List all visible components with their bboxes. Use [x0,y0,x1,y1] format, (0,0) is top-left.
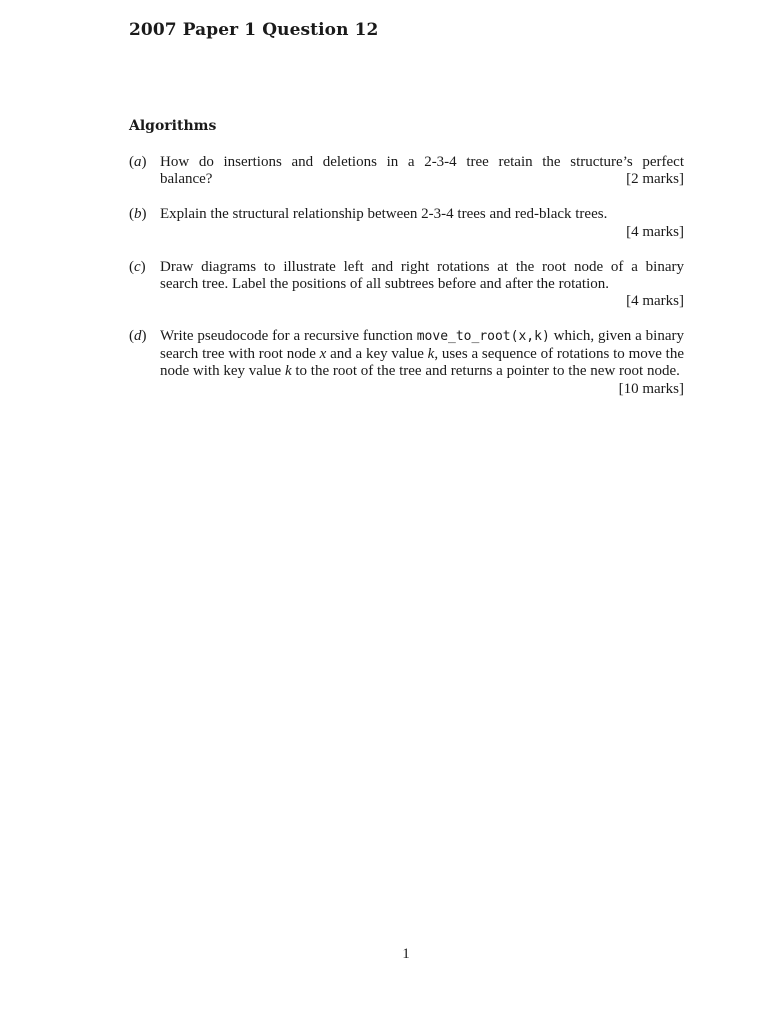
question-c-label: (c) [129,258,146,275]
question-d [129,328,684,398]
function-name-code: move_to_root(x,k) [416,329,550,345]
question-a-marks: [2 marks] [626,171,684,188]
page-number: 1 [402,946,410,962]
question-a-last-line [160,171,684,188]
section-title: Algorithms [129,118,217,134]
question-d-label: (d) [129,328,147,345]
var-k: k [427,345,435,362]
var-k-second: k [284,363,292,380]
question-a-label: (a) [129,154,147,170]
question-b-marks: [4 marks] [626,223,684,240]
question-list [129,154,684,415]
paper-title: 2007 Paper 1 Question 12 [129,20,379,40]
question-b-label: (b) [129,206,147,223]
question-b [129,206,684,241]
question-a-text-line2: balance? [160,171,213,188]
question-d-text: Write pseudocode for a recursive function move_to_root(x,k) which, given a binary search tree with root node x and a key value k, uses a sequence of rotations to move the node with key value k to the root of the tree and returns a pointer to the new root node. [10 marks] [160,328,685,397]
question-d-marks: [10 marks] [618,380,684,397]
question-c-text-line2: search tree. Label the positions of all subtrees before and after the rotation. [160,276,609,293]
question-c-text-line1: Draw diagrams to illustrate left and right rotations at the root node of a binary [160,258,684,275]
question-c-marks: [4 marks] [626,293,684,310]
question-c [129,259,684,311]
question-a-text-line1: How do insertions and deletions in a 2-3-4 tree retain the structure’s perfect [160,154,684,170]
var-x: x [319,345,327,362]
question-b-text-line1: Explain the structural relationship between 2-3-4 trees and red-black trees. [160,206,608,223]
question-a [129,154,684,189]
